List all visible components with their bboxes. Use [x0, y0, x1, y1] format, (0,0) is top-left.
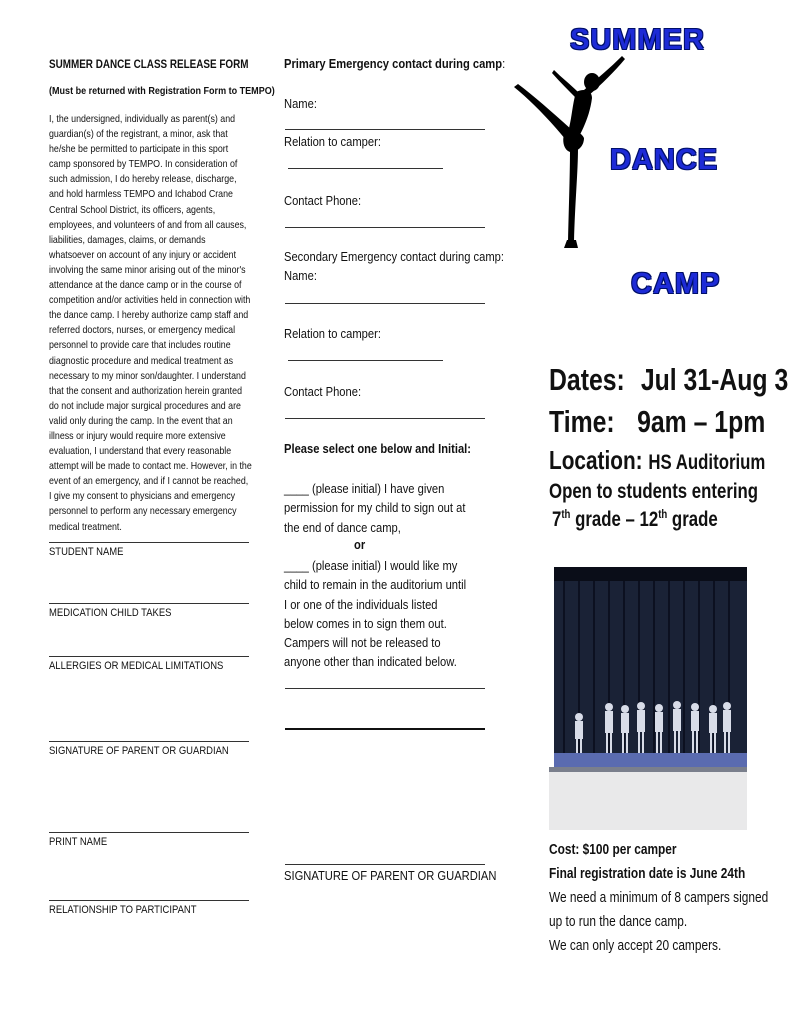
- time-value: 9am – 1pm: [637, 404, 766, 439]
- medication-label: MEDICATION CHILD TAKES: [49, 607, 172, 619]
- open-to-line: Open to students entering: [549, 480, 759, 503]
- location-row: [549, 445, 765, 476]
- time-row: [549, 404, 765, 440]
- option-remain: [284, 556, 469, 672]
- dates-label: Dates:: [549, 362, 625, 397]
- primary-contact-heading: Primary Emergency contact during camp:: [284, 56, 506, 71]
- allergies-label: ALLERGIES OR MEDICAL LIMITATIONS: [49, 660, 224, 672]
- option-sign-out-blank[interactable]: ____: [284, 481, 309, 496]
- minimum-text-2: up to run the dance camp.: [549, 914, 688, 930]
- primary-phone-label: Contact Phone:: [284, 193, 362, 208]
- stage-photo: [549, 567, 747, 830]
- release-text: I, the undersigned, individually as parent(s) and guardian(s) of the registrant, a minor, ask that he/she be permitted to participate in this sport camp sponsored by TEMPO. In consideration of such admission, I do hereby release, discharge, and hold harmless TEMPO and Ichabod Crane Central School District, its officers, agents, employees, and volunteers of and from all causes, liabilities, damages, claims, or demands whatsoever on account of any injury or accident involving the same minor arising out of the minor's attendance at the dance camp or in the course of competition and/or activities held in connection with the dance camp. I hereby authorize camp staff and referred doctors, nurses, or emergency medical personnel to provide care that includes routine diagnostic procedure and medical treatment as necessary to my minor son/daughter. I understand that the consent and authorization herein granted do not include major surgical procedures and are valid only during the camp. In the event that an illness or injury would require more extensive evaluation, I understand that every reasonable attempt will be made to contact me. However, in the event of an emergency, and if I cannot be reached, I give my consent to physicians and emergency personnel to perform any necessary emergency medical treatment.: [49, 114, 252, 533]
- medication-line[interactable]: [49, 603, 249, 604]
- print-name-line[interactable]: [49, 832, 249, 833]
- secondary-name-label: Name:: [284, 268, 317, 283]
- student-name-label: STUDENT NAME: [49, 546, 124, 558]
- dancer-silhouette: [512, 52, 632, 252]
- authorized-person-line-2[interactable]: [285, 728, 485, 730]
- location-value: HS Auditorium: [648, 451, 766, 474]
- form-title: SUMMER DANCE CLASS RELEASE FORM: [49, 59, 249, 71]
- dates-row: [549, 362, 788, 398]
- option-sign-out-text: (please initial) I have given permission for my child to sign out at the end of dance camp,: [284, 481, 466, 535]
- max-campers-text: We can only accept 20 campers.: [549, 938, 722, 954]
- minimum-text-1: We need a minimum of 8 campers signed: [549, 890, 769, 906]
- contact-signature-label: SIGNATURE OF PARENT OR GUARDIAN: [284, 868, 497, 883]
- title-camp: CAMP: [631, 268, 721, 300]
- or-text: or: [354, 537, 366, 552]
- primary-relation-line[interactable]: [288, 168, 443, 169]
- form-subtitle: (Must be returned with Registration Form to TEMPO): [49, 85, 275, 97]
- primary-name-label: Name:: [284, 96, 317, 111]
- allergies-line[interactable]: [49, 656, 249, 657]
- option-remain-text: (please initial) I would like my child to remain in the auditorium until I or one of the individuals listed below comes in to sign them out. Campers will not be released to anyone other than indicated below.: [284, 558, 467, 670]
- title-dance: DANCE: [610, 144, 719, 176]
- option-sign-out: [284, 479, 469, 537]
- secondary-contact-heading: Secondary Emergency contact during camp:: [284, 249, 504, 264]
- primary-relation-label: Relation to camper:: [284, 134, 381, 149]
- dates-value: Jul 31-Aug 3: [640, 362, 788, 397]
- select-heading: Please select one below and Initial:: [284, 441, 472, 456]
- secondary-relation-label: Relation to camper:: [284, 326, 381, 341]
- primary-phone-line[interactable]: [285, 227, 485, 228]
- parent-signature-label: SIGNATURE OF PARENT OR GUARDIAN: [49, 745, 229, 757]
- student-name-line[interactable]: [49, 542, 249, 543]
- contact-signature-line[interactable]: [285, 864, 485, 865]
- option-remain-blank[interactable]: ____: [284, 558, 309, 573]
- relationship-label: RELATIONSHIP TO PARTICIPANT: [49, 904, 197, 916]
- secondary-name-line[interactable]: [285, 303, 485, 304]
- primary-name-line[interactable]: [285, 129, 485, 130]
- deadline-text: Final registration date is June 24th: [549, 866, 746, 882]
- authorized-person-line-1[interactable]: [285, 688, 485, 689]
- print-name-label: PRINT NAME: [49, 836, 108, 848]
- cost-text: Cost: $100 per camper: [549, 842, 677, 858]
- relationship-line[interactable]: [49, 900, 249, 901]
- secondary-phone-line[interactable]: [285, 418, 485, 419]
- location-label: Location:: [549, 445, 643, 475]
- title-summer: SUMMER: [570, 24, 705, 56]
- time-label: Time:: [549, 404, 615, 439]
- grade-range: 7th grade – 12th grade: [552, 507, 718, 531]
- secondary-phone-label: Contact Phone:: [284, 384, 362, 399]
- parent-signature-line[interactable]: [49, 741, 249, 742]
- secondary-relation-line[interactable]: [288, 360, 443, 361]
